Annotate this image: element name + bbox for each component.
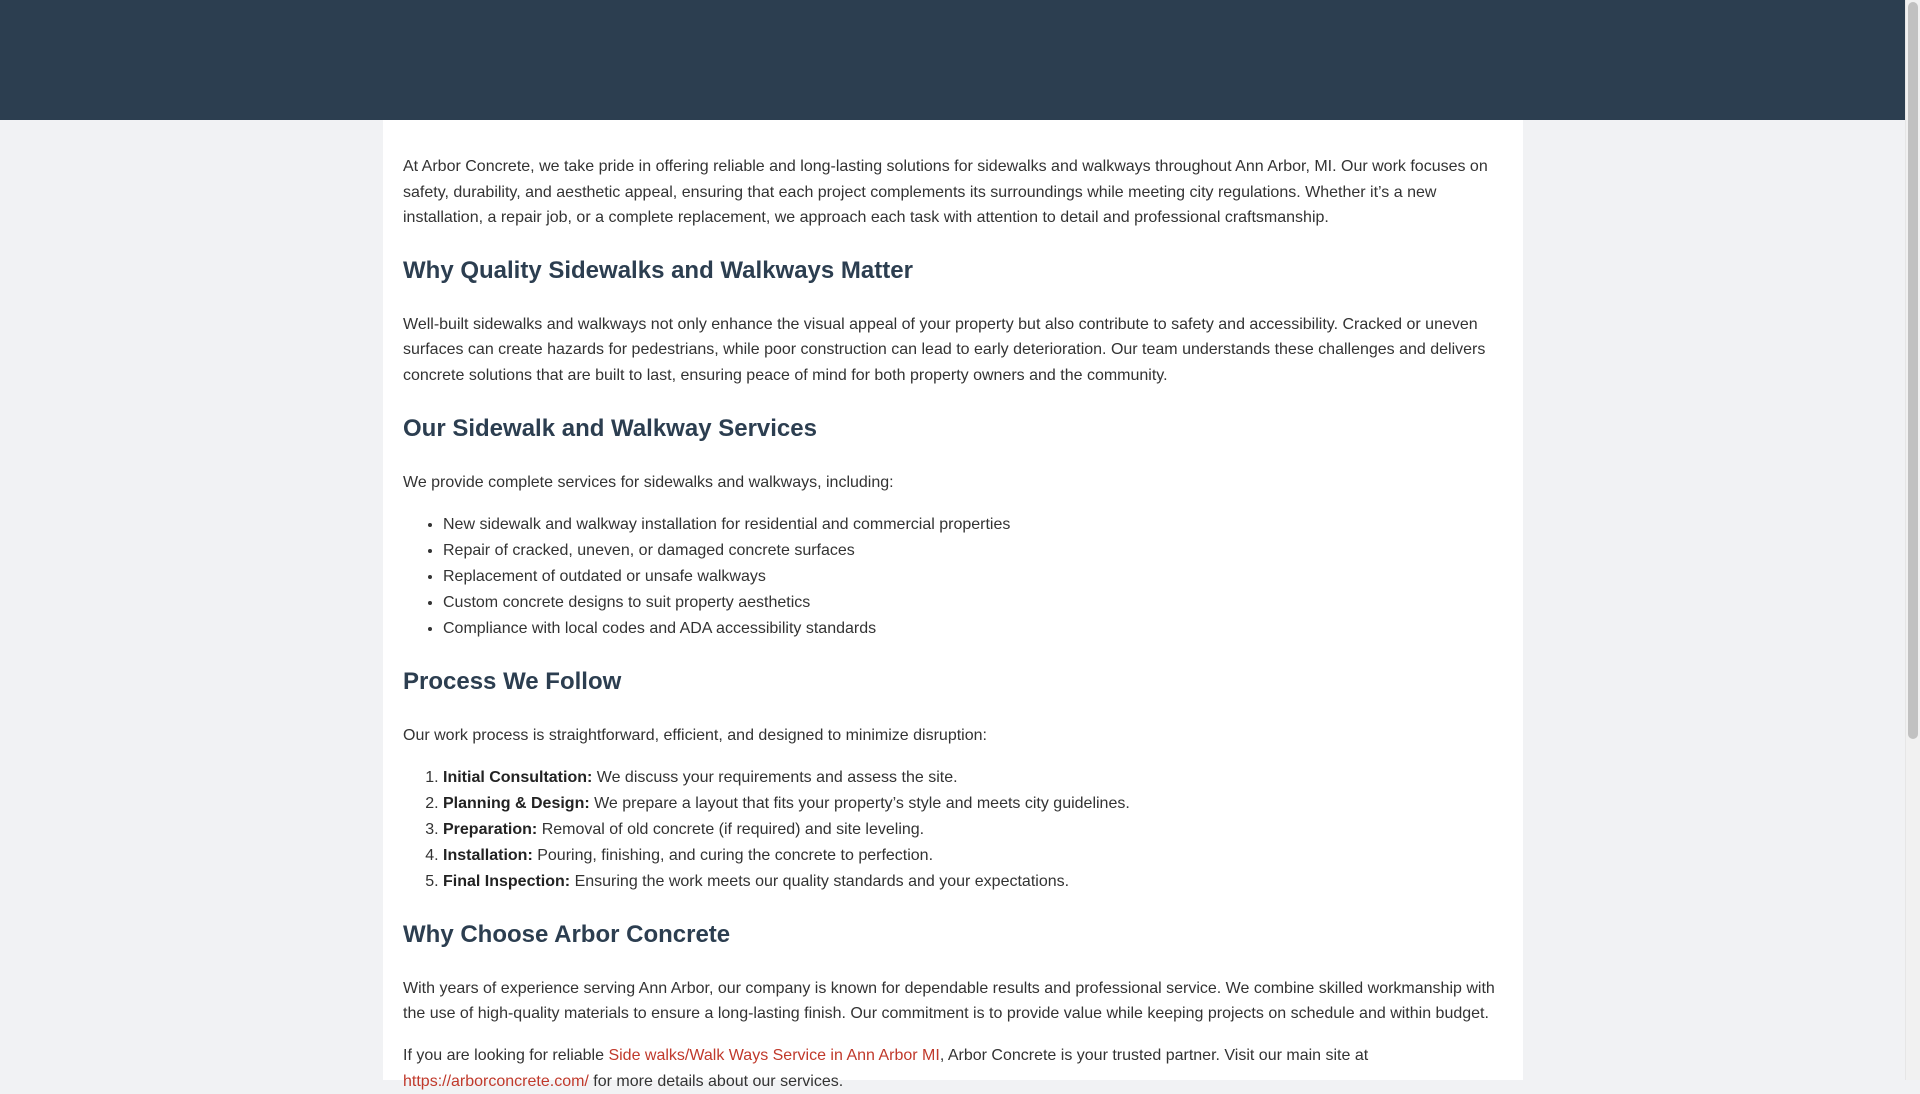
list-item: • Replacement of outdated or unsafe walkways: [443, 564, 1503, 590]
process-step: [443, 869, 1503, 895]
step-text: We prepare a layout that fits your property’s style and meets city guidelines.: [589, 795, 1130, 813]
main-content: [383, 120, 1523, 1090]
closing-suffix: for more details about our services.: [588, 1072, 844, 1090]
site-header-bar: [0, 0, 1905, 120]
intro-paragraph: At Arbor Concrete, we take pride in offering reliable and long-lasting solutions for sidewalks and walkways throughout Ann Arbor, MI. Our work focuses on safety, durability, and aesthetic appeal, ensuring that each project complements its surroundings while meeting city regulations. Whether it’s a new installation, a repair job, or a complete replacement, we approach each task with attention to detail and professional craftsmanship.: [403, 158, 1488, 227]
step-label: Planning & Design:: [443, 795, 590, 813]
why-choose-paragraph: With years of experience serving Ann Arbor, our company is known for dependable results and professional service. We combine skilled workmanship with the use of high-quality materials to ensure a long-lasting finish. Our commitment is to provide value while keeping projects on schedule and within budget.: [403, 979, 1495, 1023]
step-text: Ensuring the work meets our quality standards and your expectations.: [570, 872, 1070, 890]
closing-prefix: If you are looking for reliable: [403, 1047, 609, 1064]
step-label: Final Inspection:: [443, 872, 571, 890]
scrollbar-thumb[interactable]: [1908, 2, 1918, 739]
process-intro-paragraph: Our work process is straightforward, efficient, and designed to minimize disruption:: [403, 726, 987, 744]
process-step: [443, 791, 1503, 817]
list-item: • New sidewalk and walkway installation for residential and commercial properties: [443, 512, 1503, 538]
step-text: Removal of old concrete (if required) and site leveling.: [537, 821, 925, 839]
main-site-link[interactable]: https://arborconcrete.com/: [403, 1072, 589, 1090]
service-link[interactable]: Side walks/Walk Ways Service in Ann Arbor MI: [608, 1047, 940, 1064]
process-step: [443, 817, 1503, 843]
closing-middle: , Arbor Concrete is your trusted partner. Visit our main site at: [939, 1047, 1369, 1064]
page-scrollbar[interactable]: [1905, 0, 1920, 1080]
process-step: [443, 765, 1503, 791]
list-item: • Custom concrete designs to suit property aesthetics: [443, 590, 1503, 616]
services-list: [403, 512, 1503, 642]
process-steps-list: [403, 765, 1503, 895]
list-item: • Compliance with local codes and ADA accessibility standards: [443, 616, 1503, 642]
heading-process: Process We Follow: [403, 667, 622, 695]
step-label: Initial Consultation:: [443, 769, 593, 787]
step-text: We discuss your requirements and assess the site.: [592, 769, 958, 787]
heading-why-choose: Why Choose Arbor Concrete: [403, 920, 731, 948]
services-intro-paragraph: We provide complete services for sidewalks and walkways, including:: [403, 473, 894, 491]
step-label: Preparation:: [443, 821, 538, 839]
step-text: Pouring, finishing, and curing the concrete to perfection.: [532, 847, 934, 864]
closing-paragraph: [403, 1043, 1503, 1094]
step-label: Installation:: [443, 847, 533, 864]
process-step: [443, 843, 1503, 869]
heading-why-quality: Why Quality Sidewalks and Walkways Matter: [403, 256, 913, 284]
why-quality-paragraph: Well-built sidewalks and walkways not only enhance the visual appeal of your property but also contribute to safety and accessibility. Cracked or uneven surfaces can create hazards for pedestrians, while poor construction can lead to early deterioration. Our team understands these challenges and delivers concrete solutions that are built to last, ensuring peace of mind for both property owners and the community.: [403, 315, 1486, 384]
heading-services: Our Sidewalk and Walkway Services: [403, 414, 817, 442]
list-item: • Repair of cracked, uneven, or damaged concrete surfaces: [443, 538, 1503, 564]
